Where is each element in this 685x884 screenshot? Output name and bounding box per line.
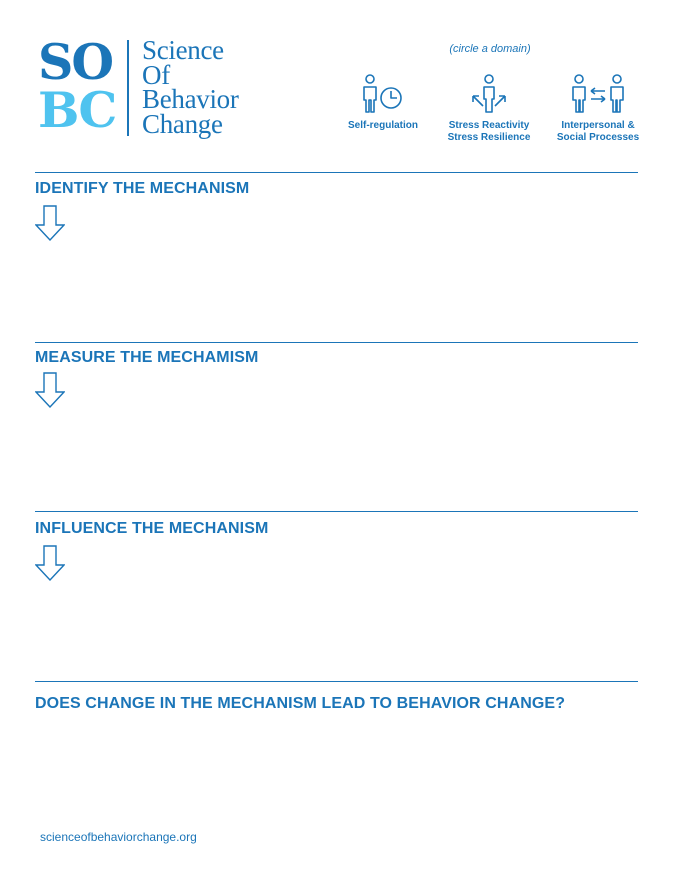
footer-website-link[interactable]: scienceofbehaviorchange.org — [40, 830, 197, 844]
logo-letter-c: C — [78, 81, 116, 139]
section-title-measure: MEASURE THE MECHAMISM — [35, 349, 259, 366]
domain-label: Interpersonal & Social Processes — [556, 120, 640, 143]
sobc-logo-letters — [38, 33, 120, 139]
person-clock-icon — [361, 74, 405, 116]
section-divider — [35, 342, 638, 343]
circle-domain-note: (circle a domain) — [449, 43, 531, 55]
domain-interpersonal[interactable] — [554, 74, 642, 144]
section-divider — [35, 172, 638, 173]
domain-stress[interactable] — [446, 74, 532, 144]
person-diverging-arrows-icon — [467, 74, 511, 116]
section-title-influence: INFLUENCE THE MECHANISM — [35, 520, 269, 537]
down-arrow-icon — [35, 545, 65, 581]
section-title-behavior-change: DOES CHANGE IN THE MECHANISM LEAD TO BEHAVIOR CHANGE? — [35, 695, 566, 712]
down-arrow-icon — [35, 205, 65, 241]
logo-word-behavior: Behavior — [142, 84, 239, 114]
domain-label: Stress Reactivity Stress Resilience — [447, 120, 531, 143]
logo-letter-s: S — [38, 33, 72, 91]
down-arrow-icon — [35, 372, 65, 408]
logo-wordmark — [142, 35, 239, 139]
logo-letter-o: O — [71, 33, 113, 91]
domain-label: Self-regulation — [347, 120, 418, 131]
section-title-identify: IDENTIFY THE MECHANISM — [35, 180, 250, 197]
domain-self-regulation[interactable] — [343, 74, 423, 132]
section-divider — [35, 681, 638, 682]
section-divider — [35, 511, 638, 512]
logo-divider — [127, 40, 129, 136]
logo-word-science: Science — [142, 35, 224, 65]
logo-letter-b: B — [38, 81, 79, 139]
two-people-exchange-icon — [571, 74, 625, 116]
logo-word-change: Change — [142, 108, 223, 139]
logo-word-of: Of — [142, 59, 170, 90]
